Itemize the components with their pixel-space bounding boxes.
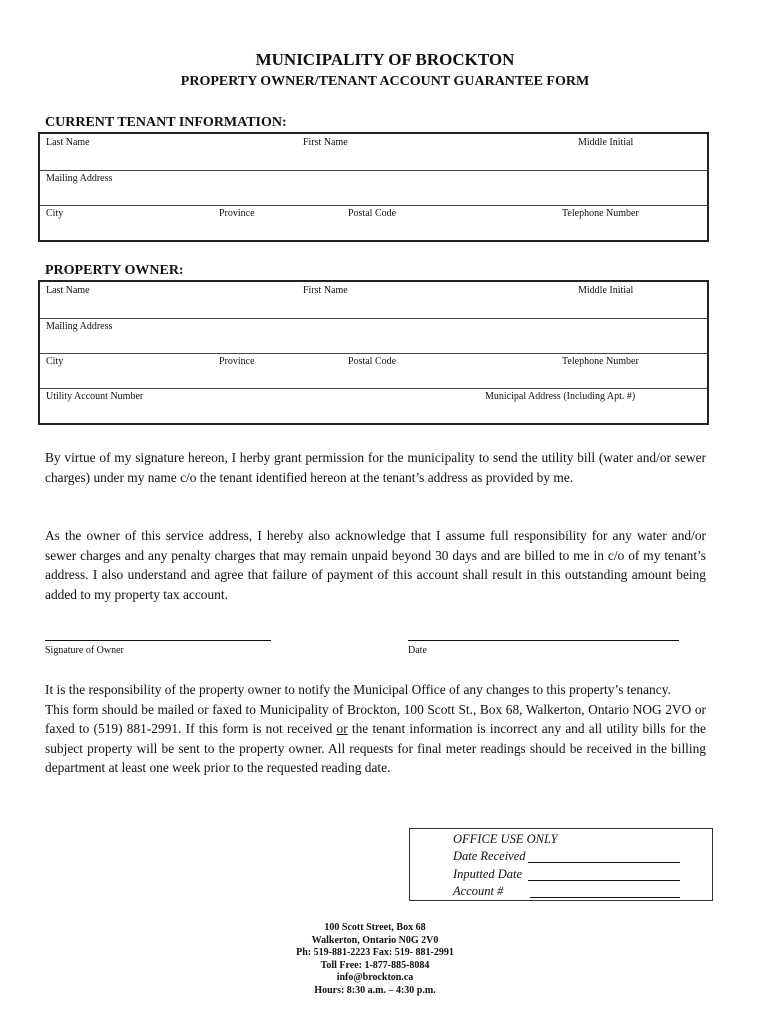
footer-hours: Hours: 8:30 a.m. – 4:30 p.m. xyxy=(314,984,436,996)
account-number-label: Account # xyxy=(453,884,504,898)
owner-city-row xyxy=(40,353,707,389)
owner-name-row xyxy=(40,282,707,319)
tenant-last-name-field[interactable]: Last Name xyxy=(46,137,90,148)
notice-paragraph xyxy=(45,680,706,778)
owner-signature-line[interactable] xyxy=(45,640,271,641)
date-signature-line[interactable] xyxy=(408,640,679,641)
municipal-address-field[interactable]: Municipal Address (Including Apt. #) xyxy=(485,391,636,402)
tenant-middle-initial-field[interactable]: Middle Initial xyxy=(578,137,634,148)
tenant-first-name-field[interactable]: First Name xyxy=(303,137,348,148)
footer-city: Walkerton, Ontario N0G 2V0 xyxy=(311,934,439,946)
mailing-instructions-text xyxy=(45,700,706,778)
tenant-telephone-field[interactable]: Telephone Number xyxy=(562,208,639,219)
footer-email[interactable]: info@brockton.ca xyxy=(336,972,414,983)
owner-info-box xyxy=(38,280,709,425)
owner-middle-initial-field[interactable]: Middle Initial xyxy=(578,285,634,296)
date-received-label: Date Received xyxy=(453,849,526,863)
owner-section-heading: PROPERTY OWNER: xyxy=(45,263,184,278)
office-use-box xyxy=(409,828,713,901)
date-label: Date xyxy=(408,645,427,656)
tenant-city-row xyxy=(40,205,707,240)
signature-of-owner-label: Signature of Owner xyxy=(45,645,124,656)
tenant-province-field[interactable]: Province xyxy=(219,208,255,219)
tenant-postal-code-field[interactable]: Postal Code xyxy=(348,208,397,219)
mailing-instructions-part1: This form should be mailed or faxed to Municipality of Brockton, 100 Scott St., Box 68, Walkerton, Ontario NOG 2VO or faxed to (519) 881-2991. If this form is not received xyxy=(45,701,706,736)
footer-phone-fax: Ph: 519-881-2223 Fax: 519- 881-2991 xyxy=(296,947,454,958)
footer-street: 100 Scott Street, Box 68 xyxy=(324,922,426,933)
tenant-name-row xyxy=(40,134,707,171)
office-use-title: OFFICE USE ONLY xyxy=(453,832,558,846)
inputted-date-label: Inputted Date xyxy=(453,867,523,881)
footer-toll-free: Toll Free: 1-877-885-8084 xyxy=(320,959,430,971)
form-subtitle: PROPERTY OWNER/TENANT ACCOUNT GUARANTEE FORM xyxy=(180,74,590,89)
permission-paragraph: By virtue of my signature hereon, I herby grant permission for the municipality to send the utility bill (water and/or sewer charges) under my name c/o the tenant identified hereon at the tenant’s address as provided by me. xyxy=(45,450,706,485)
contact-footer xyxy=(0,922,750,997)
tenant-mailing-address-field[interactable]: Mailing Address xyxy=(46,173,113,184)
owner-address-row xyxy=(40,318,707,354)
owner-account-row xyxy=(40,388,707,423)
tenant-city-field[interactable]: City xyxy=(46,208,64,219)
owner-first-name-field[interactable]: First Name xyxy=(303,285,348,296)
owner-mailing-address-field[interactable]: Mailing Address xyxy=(46,321,113,332)
page-title: MUNICIPALITY OF BROCKTON xyxy=(255,50,515,69)
tenant-section-heading: CURRENT TENANT INFORMATION: xyxy=(45,115,287,130)
owner-city-field[interactable]: City xyxy=(46,356,64,367)
owner-postal-code-field[interactable]: Postal Code xyxy=(348,356,397,367)
date-received-field[interactable] xyxy=(528,849,680,863)
or-emphasis: or xyxy=(336,721,348,736)
tenant-address-row xyxy=(40,170,707,206)
account-number-field[interactable] xyxy=(530,884,680,898)
mailing-instructions-part2: the tenant information is incorrect any and all utility bills for the subject property will be sent to the property owner. All requests for final meter readings should be received in the billing department at least one week prior to the requested reading date. xyxy=(45,721,706,775)
notify-responsibility-text: It is the responsibility of the property owner to notify the Municipal Office of any changes to this property’s tenancy. xyxy=(45,682,671,697)
tenant-info-box xyxy=(38,132,709,242)
responsibility-paragraph: As the owner of this service address, I hereby also acknowledge that I assume full responsibility for any water and/or sewer charges and any penalty charges that may remain unpaid beyond 30 days and are billed to me in c/o of my tenant’s address. I also understand and agree that failure of payment of this account shall result in this outstanding amount being added to my property tax account. xyxy=(45,528,706,602)
owner-last-name-field[interactable]: Last Name xyxy=(46,285,90,296)
owner-province-field[interactable]: Province xyxy=(219,356,255,367)
utility-account-number-field[interactable]: Utility Account Number xyxy=(46,391,144,402)
inputted-date-field[interactable] xyxy=(528,867,680,881)
owner-telephone-field[interactable]: Telephone Number xyxy=(562,356,639,367)
